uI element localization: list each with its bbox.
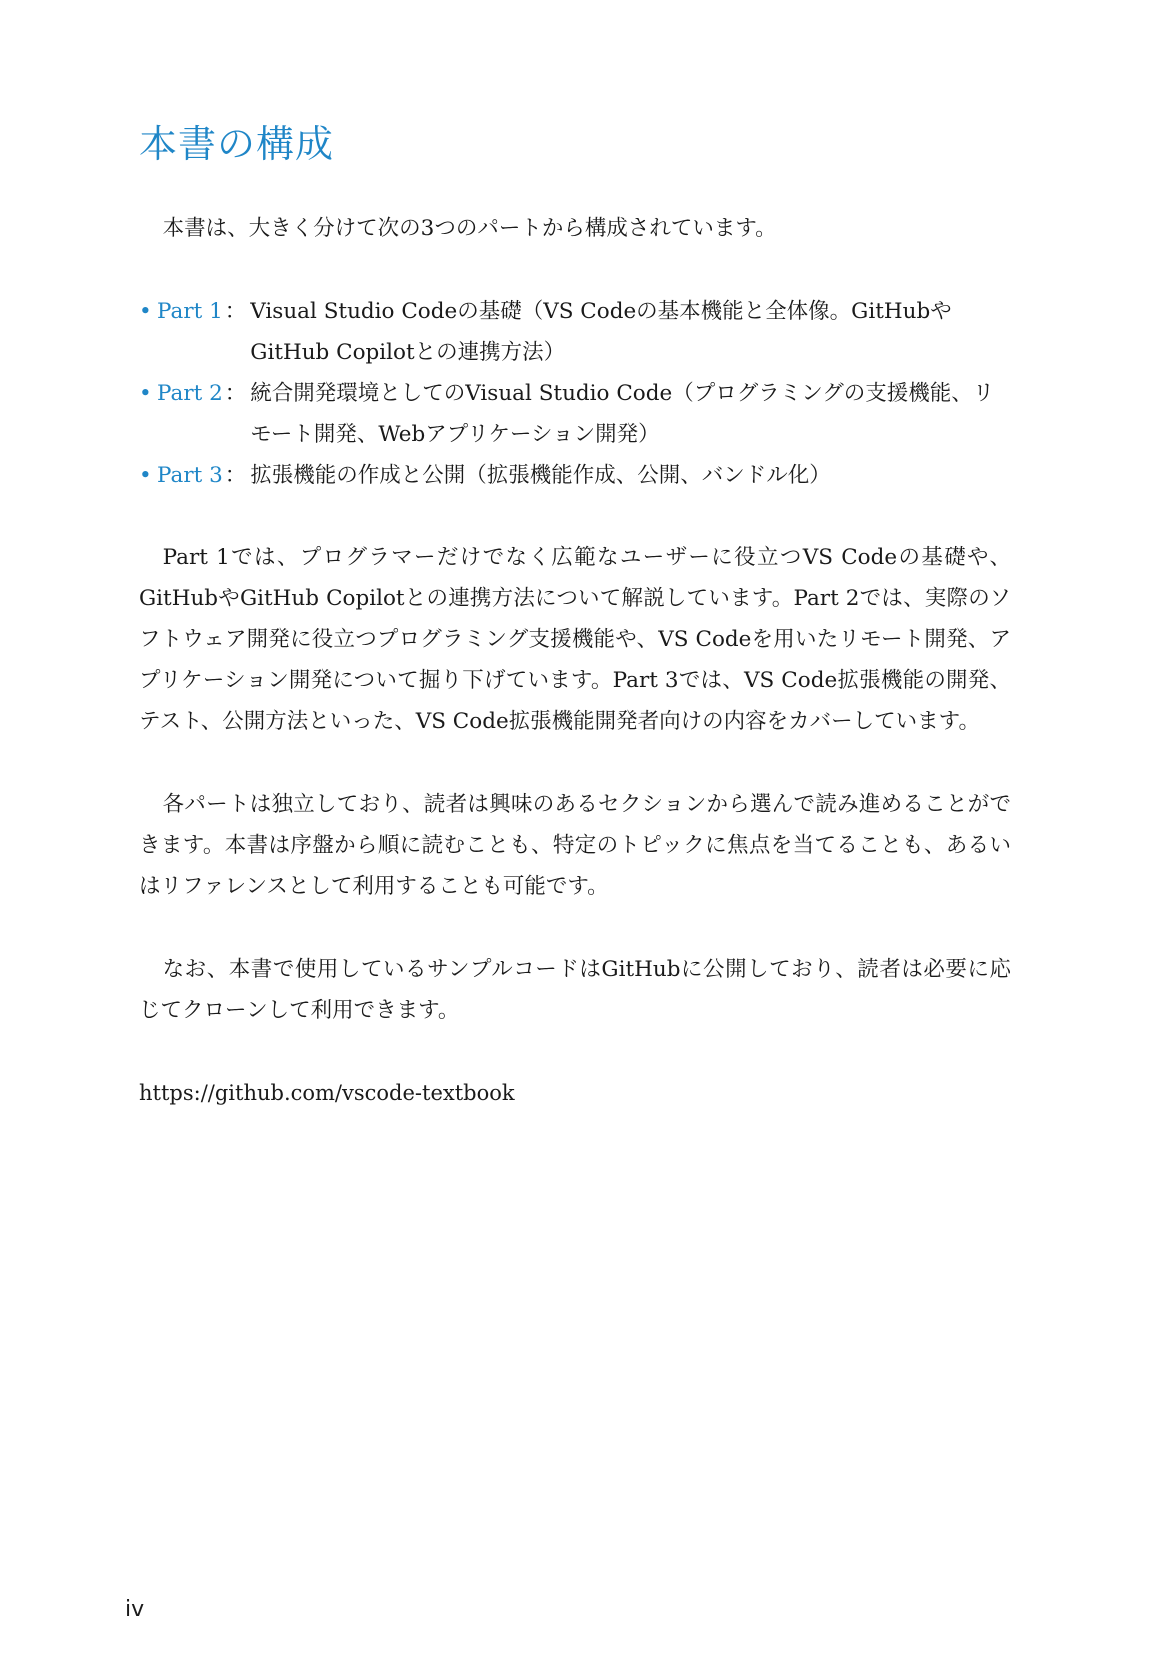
part-list xyxy=(139,291,1011,496)
body-paragraph-sample-code: なお、本書で使用しているサンプルコードはGitHubに公開しており、読者は必要に応じてクローンして利用できます。 xyxy=(139,957,1011,1023)
part-description: 統合開発環境としてのVisual Studio Code（プログラミングの支援機能、リモート開発、Webアプリケーション開発） xyxy=(250,381,995,447)
body-paragraph-parts-overview: Part 1では、プログラマーだけでなく広範なユーザーに役立つVS Codeの基礎や、GitHubやGitHub Copilotとの連携方法について解説しています。Part 2では、実際のソフトウェア開発に役立つプログラミング支援機能や、VS Codeを用いたリモート開発、アプリケーション開発について掘り下げています。Part 3では、VS Code拡張機能の開発、テスト、公開方法といった、VS Code拡張機能開発者向けの内容をカバーしています。 xyxy=(139,545,1011,734)
body-paragraph-reading-guide: 各パートは独立しており、読者は興味のあるセクションから選んで読み進めることができます。本書は序盤から順に読むことも、特定のトピックに焦点を当てることも、あるいはリファレンスとして利用することも可能です。 xyxy=(139,792,1011,899)
github-url-text: https://github.com/vscode-textbook xyxy=(139,1081,515,1105)
part-colon: ： xyxy=(224,463,247,488)
part-description: 拡張機能の作成と公開（拡張機能作成、公開、バンドル化） xyxy=(250,463,831,488)
part-label: Part 3 xyxy=(157,463,223,488)
part-description: Visual Studio Codeの基礎（VS Codeの基本機能と全体像。GitHubやGitHub Copilotとの連携方法） xyxy=(250,299,952,365)
bullet-icon: • xyxy=(139,299,152,324)
page-title: 本書の構成 xyxy=(139,122,335,166)
bullet-icon: • xyxy=(139,463,152,488)
page-content xyxy=(139,208,1011,1114)
bullet-icon: • xyxy=(139,381,152,406)
page-number: iv xyxy=(125,1597,145,1622)
part-label: Part 2 xyxy=(157,381,223,406)
list-item-part-3 xyxy=(139,455,1011,496)
part-label: Part 1 xyxy=(157,299,223,324)
intro-paragraph: 本書は、大きく分けて次の3つのパートから構成されています。 xyxy=(162,216,777,241)
list-item-part-1 xyxy=(139,291,1011,373)
part-colon: ： xyxy=(224,299,247,324)
list-item-part-2 xyxy=(139,373,1011,455)
part-colon: ： xyxy=(224,381,247,406)
